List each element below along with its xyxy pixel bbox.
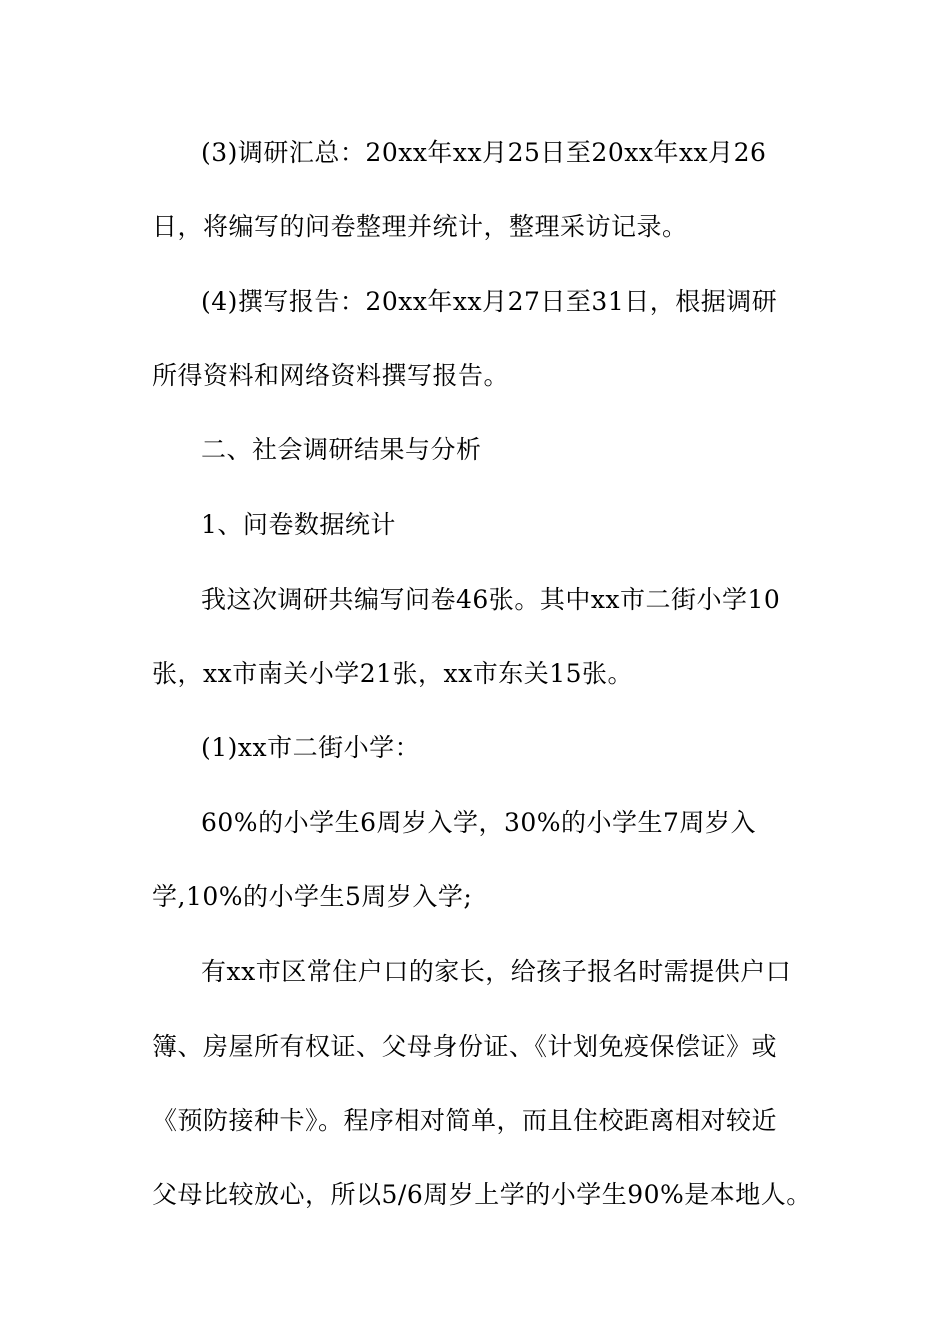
text-line-survey-count: 我这次调研共编写问卷46张。其中xx市二街小学10 xyxy=(201,585,781,614)
text-line-research-summary: (3)调研汇总：20xx年xx月25日至20xx年xx月26 xyxy=(201,138,767,167)
subsection-heading-survey-stats: 1、问卷数据统计 xyxy=(201,510,396,539)
text-line-local-students: 父母比较放心，所以5/6周岁上学的小学生90%是本地人。 xyxy=(152,1180,812,1209)
text-line-registration-process: 《预防接种卡》。程序相对简单，而且住校距离相对较近 xyxy=(152,1106,778,1135)
section-heading-results: 二、社会调研结果与分析 xyxy=(201,435,482,464)
text-line-report-writing-cont: 所得资料和网络资料撰写报告。 xyxy=(152,361,510,390)
text-line-survey-count-cont: 张，xx市南关小学21张，xx市东关15张。 xyxy=(152,659,634,688)
text-line-report-writing: (4)撰写报告：20xx年xx月27日至31日，根据调研 xyxy=(201,287,778,316)
text-line-enrollment-age: 60%的小学生6周岁入学，30%的小学生7周岁入 xyxy=(201,808,756,837)
text-line-school-heading: (1)xx市二街小学： xyxy=(201,733,421,762)
text-line-enrollment-age-cont: 学,10%的小学生5周岁入学; xyxy=(152,882,473,911)
text-line-research-summary-cont: 日，将编写的问卷整理并统计，整理采访记录。 xyxy=(152,212,688,241)
text-line-registration-docs: 簿、房屋所有权证、父母身份证、《计划免疫保偿证》或 xyxy=(152,1032,778,1061)
text-line-registration: 有xx市区常住户口的家长，给孩子报名时需提供户口 xyxy=(201,957,792,986)
